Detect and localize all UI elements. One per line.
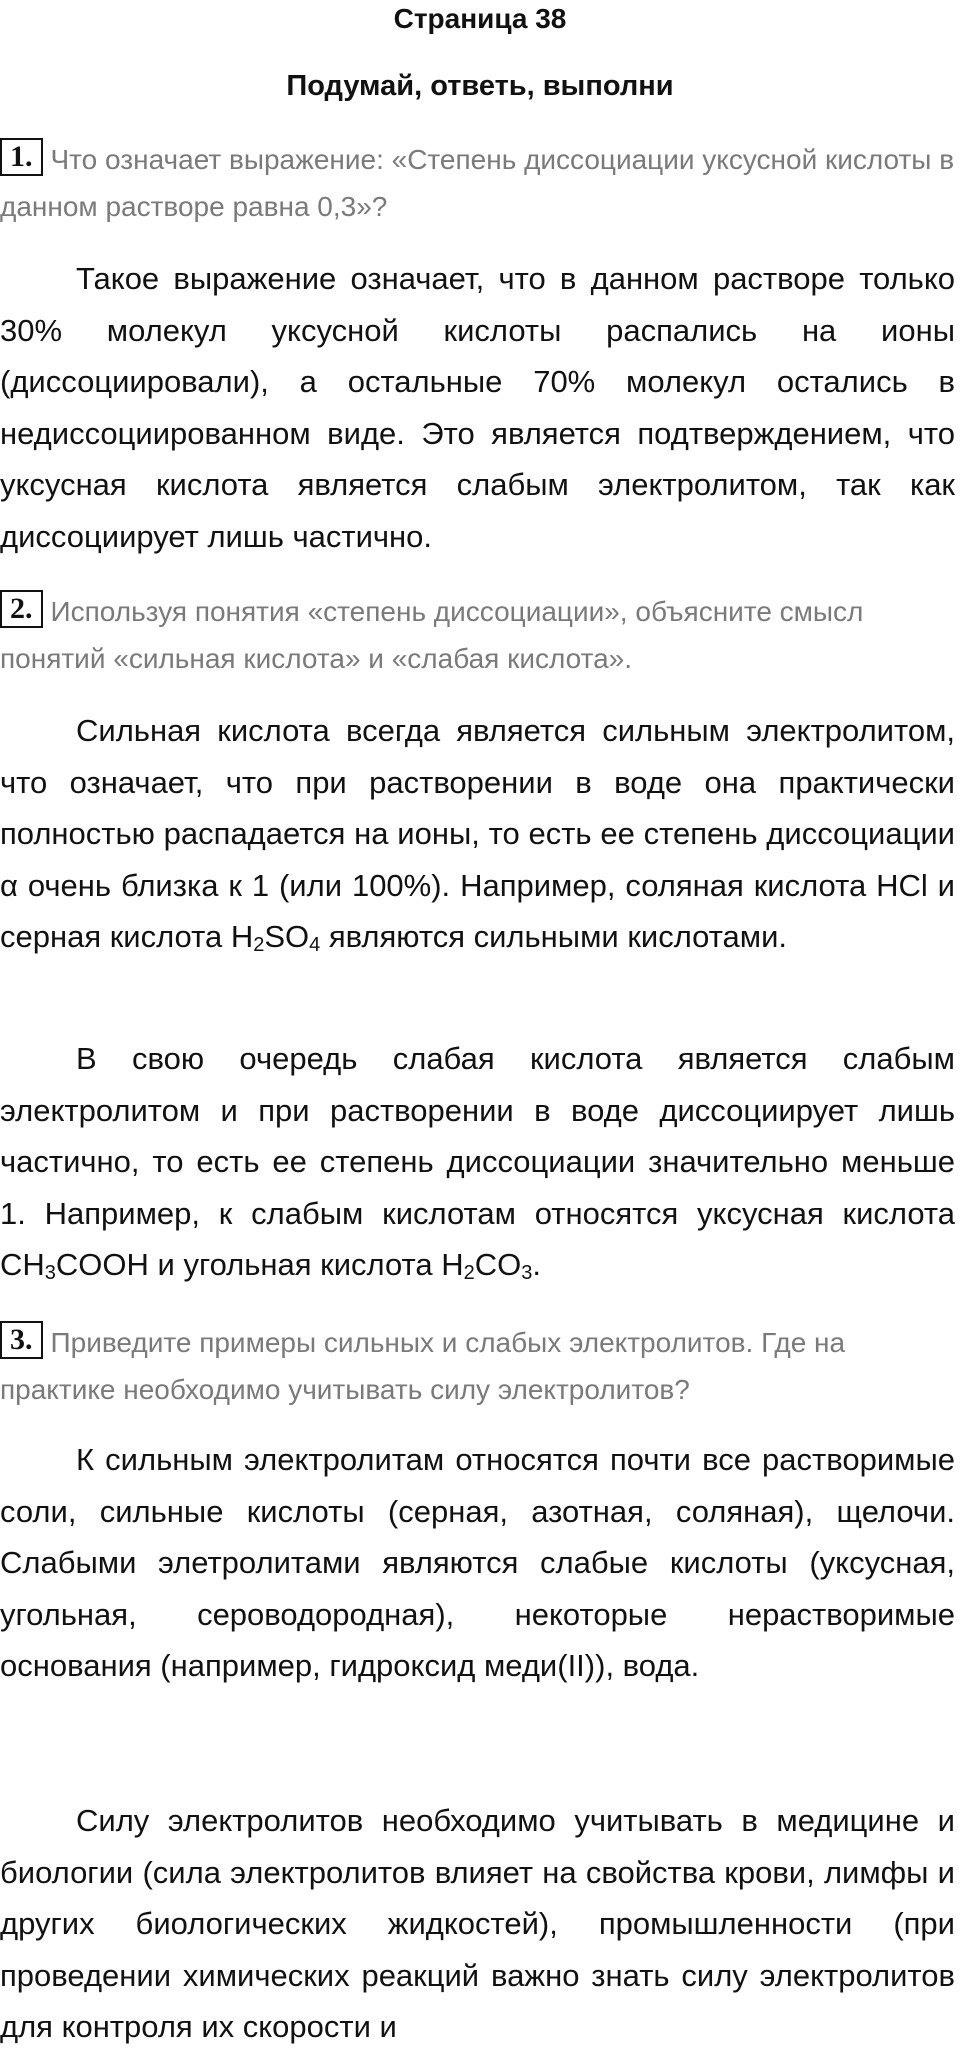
question-2 [0, 588, 955, 682]
formula-subscript: 3 [44, 1262, 56, 1285]
answer-1: Такое выражение означает, что в данном растворе только 30% молекул уксусной кислоты распались на ионы (диссоциировали), а остальные 70% молекул остались в недиссоциированном виде. Это является подтверждением, что уксусная кислота является слабым электролитом, так как диссоциирует лишь частично. [0, 261, 955, 554]
question-1 [0, 136, 955, 230]
section-title: Подумай, ответь, выполни [286, 70, 674, 102]
answer-text: В свою очередь слабая кислота является слабым электролитом и при растворении в воде диссоциирует лишь частично, то есть ее степень диссоциации значительно меньше 1. Например, к слабым кислотам относятся уксусная кислота [0, 1041, 955, 1231]
answer-text: Сильная кислота всегда является сильным электролитом, что означает, что при растворении в воде она практически полностью распадается на ионы, то есть ее степень диссоциации α очень близка к 1 (или 100%). Например, соляная кислота HCl и серная кислота [0, 713, 955, 955]
question-3 [0, 1319, 955, 1413]
formula-part: COOH [55, 1247, 149, 1283]
formula-ch3cooh [0, 1247, 149, 1285]
answer-2-paragraph-2 [0, 1033, 955, 1291]
formula-subscript: 2 [253, 934, 265, 957]
page-title: Страница 38 [393, 3, 567, 34]
formula-part: H [441, 1247, 464, 1283]
answer-text: . [532, 1247, 541, 1283]
question-text: Используя понятия «степень диссоциации», объясните смысл понятий «сильная кислота» и «слабая кислота». [0, 596, 864, 674]
answer-text: и угольная кислота [148, 1247, 442, 1283]
formula-subscript: 4 [309, 934, 321, 957]
answer-3-paragraph-1: К сильным электролитам относятся почти все растворимые соли, сильные кислоты (серная, азотная, соляная), щелочи. Слабыми элетролитами являются слабые кислоты (уксусная, угольная, сероводородная), некоторые нерастворимые основания (например, гидроксид меди(II)), вода. [0, 1442, 955, 1684]
formula-part: H [230, 919, 254, 955]
answer-3-paragraph-2: Силу электролитов необходимо учитывать в медицине и биологии (сила электролитов влияет на свойства крови, лимфы и других биологических жидкостей), промышленности (при проведении химических реакций важно знать силу электролитов для контроля их скорости и [0, 1803, 955, 2045]
formula-subscript: 3 [521, 1262, 533, 1285]
question-text: Что означает выражение: «Степень диссоциации уксусной кислоты в данном растворе равна 0,3»? [0, 144, 955, 222]
formula-part: SO [264, 919, 310, 955]
formula-h2co3 [441, 1247, 533, 1285]
question-text: Приведите примеры сильных и слабых электролитов. Где на практике необходимо учитывать силу электролитов? [0, 1327, 846, 1405]
formula-part: CH [0, 1247, 45, 1283]
question-number: 3. [0, 1321, 43, 1359]
formula-part: CO [474, 1247, 522, 1283]
formula-h2so4 [230, 919, 321, 957]
formula-subscript: 2 [463, 1262, 475, 1285]
answer-text: являются сильными кислотами. [320, 919, 788, 955]
question-number: 2. [0, 590, 43, 628]
question-number: 1. [0, 138, 43, 176]
answer-2-paragraph-1 [0, 705, 955, 963]
